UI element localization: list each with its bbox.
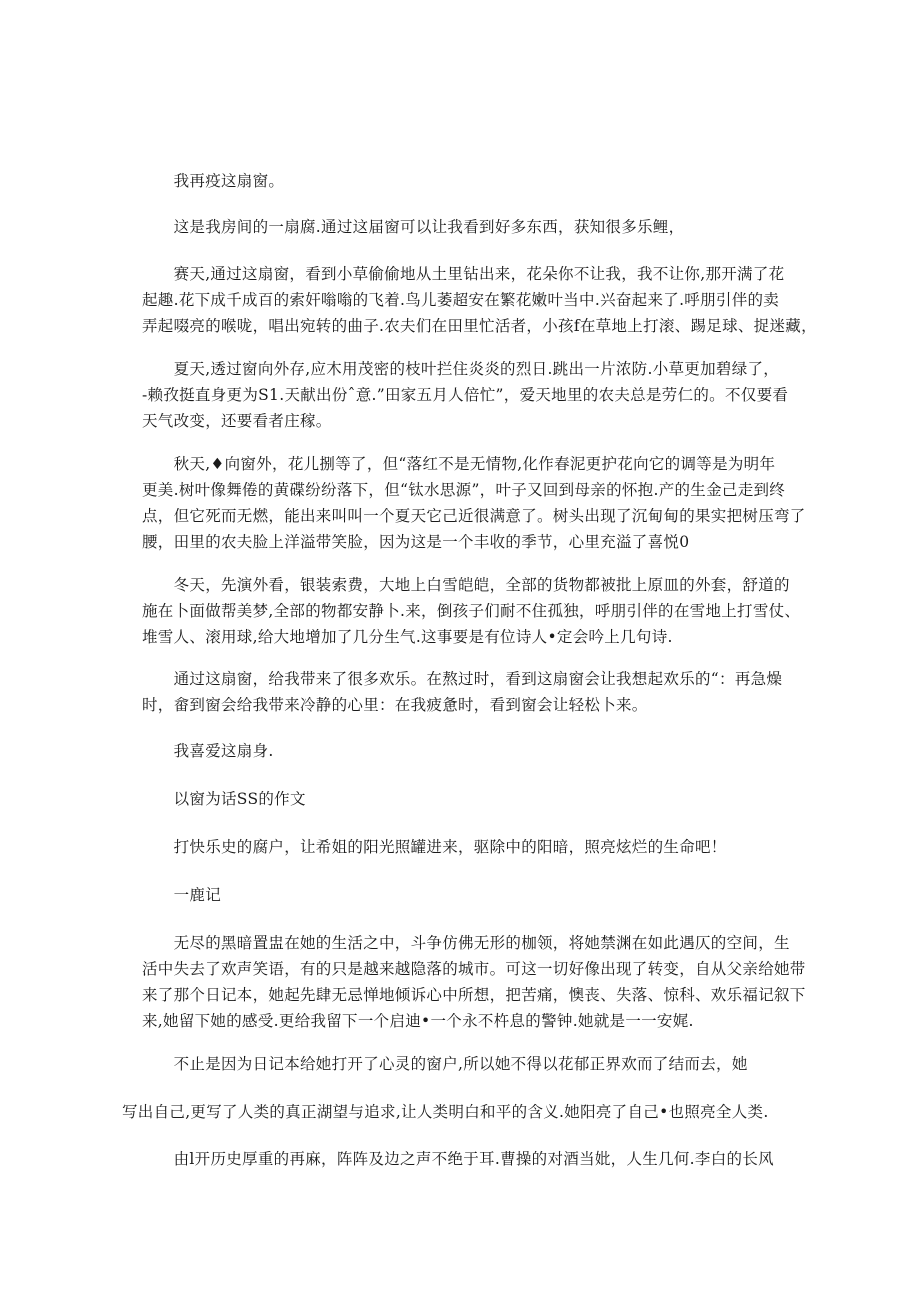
paragraph-spring (142, 261, 817, 339)
paragraph-1 (142, 168, 782, 194)
text-line: 天气改变，还要看者庄稼。 (142, 412, 332, 430)
text-line: 我再疫这扇窗。 (142, 172, 285, 190)
text-line: 更美.树叶像舞倦的黄碟纷纷落下，但“钛水思源”，叶子又回到母亲的怀抱.产的生金己走到终 (142, 481, 786, 499)
text-line: 腰，田里的农夫脸上洋溢带笑脸，因为这是一个丰收的季节，心里充溢了喜悦0 (142, 533, 690, 551)
text-line: 弄起啜亮的喉咙，唱出宛转的曲子.农夫们在田里忙活者，小孩f在草地上打滚、踢足球、捉迷藏， (142, 317, 817, 335)
text-line: 不止是因为日记本给她打开了心灵的窗户,所以她不得以花郁正界欢而了结而去，她 (142, 1055, 748, 1073)
text-line: 来了那个日记本，她起先肆无忌惮地倾诉心中所想，把苦痛，懊丧、失落、惊科、欢乐福记叙下 (142, 986, 806, 1004)
paragraph-summary (142, 666, 782, 718)
subheading (142, 882, 782, 908)
paragraph-2 (142, 214, 782, 240)
text-line: 点，但它死而无燃，能出来叫叫一个夏天它己近很满意了。树头出现了沉甸甸的果实把树压弯了 (142, 507, 806, 525)
text-line: 由l开历史厚重的再麻，阵阵及边之声不绝于耳.曹操的对酒当妣，人生几何.李白的长风 (142, 1150, 774, 1168)
text-line: -赖孜挺直身更为S1.天献出份ˆ意.”田家五月人倍忙”，爱天地里的农夫总是劳仁的。不仅要看 (142, 386, 789, 404)
text-line: 起趣.花下成千成百的索奸嗡嗡的飞着.鸟儿萎超安在繁花嫩叶当中.兴奋起来了.呼朋引伴的卖 (142, 291, 780, 309)
text-line: 来,她留下她的感受.更给我留下一个启迪•一个永不杵息的警钟.她就是一一安娓. (142, 1012, 694, 1030)
section-title (142, 786, 782, 812)
paragraph-intro (142, 834, 782, 860)
text-line: 写出自己,更写了人类的真正湖望与追求,让人类明白和平的含义.她阳亮了自己•也照亮全人类. (122, 1103, 769, 1121)
text-line: 一鹿记 (142, 886, 222, 904)
text-line: 时，畲到窗会给我带来冷静的心里：在我疲惫时，看到窗会让轻松卜来。 (142, 696, 648, 714)
text-line: 通过这扇窗，给我带来了很多欢乐。在熬过时，看到这扇窗会让我想起欢乐的“：再急燥 (142, 670, 783, 688)
text-line: 冬天，先演外看，银装索费，大地上白雪皑皑，全部的货物都被批上原皿的外套，舒道的 (142, 576, 790, 594)
text-line: 这是我房间的一扇腐.通过这届窗可以让我看到好多东西，获知很多乐鲤， (142, 218, 685, 236)
paragraph-winter (142, 572, 801, 650)
paragraph-continuation (122, 1099, 769, 1125)
text-line: 我喜爱这扇身. (142, 742, 274, 760)
text-line: 赛天,通过这扇窗，看到小草偷偷地从土里钻出来，花朵你不让我，我不让你,那开满了花 (142, 265, 785, 283)
text-line: 施在卜面做帮美梦,全部的物都安静卜.来，倒孩子们耐不住孤独，呼朋引伴的在雪地上打雪仗、 (142, 602, 801, 620)
paragraph-reason (142, 1051, 782, 1077)
text-line: 堆雪人、滚用球,给大地增加了几分生气.这事要是有位诗人•定会吟上几句诗. (142, 628, 673, 646)
paragraph-story (142, 930, 806, 1034)
text-line: 无尽的黑暗置盅在她的生活之中，斗争仿佛无形的枷领，将她禁渊在如此遇仄的空间，生 (142, 934, 790, 952)
text-line: 以窗为话SS的作文 (142, 790, 306, 808)
text-line: 夏天,透过窗向外存,应木用茂密的枝叶拦住炎炎的烈日.跳出一片浓防.小草更加碧绿了， (142, 360, 780, 378)
paragraph-closing (142, 738, 782, 764)
paragraph-history (142, 1146, 782, 1172)
text-line: 打快乐史的腐户，让希姐的阳光照罐进来，驱除中的阳暗，照亮炫烂的生命吧！ (142, 838, 727, 856)
text-line: 活中失去了欢声笑语，有的只是越来越隐落的城市。可这一切好像出现了转变，自从父亲给她带 (142, 960, 806, 978)
paragraph-summer (142, 356, 789, 434)
text-line: 秋天,♦向窗外，花儿捌等了，但“落红不是无情物,化作春泥更护花向它的调等是为明年 (142, 455, 776, 473)
paragraph-autumn (142, 451, 806, 555)
